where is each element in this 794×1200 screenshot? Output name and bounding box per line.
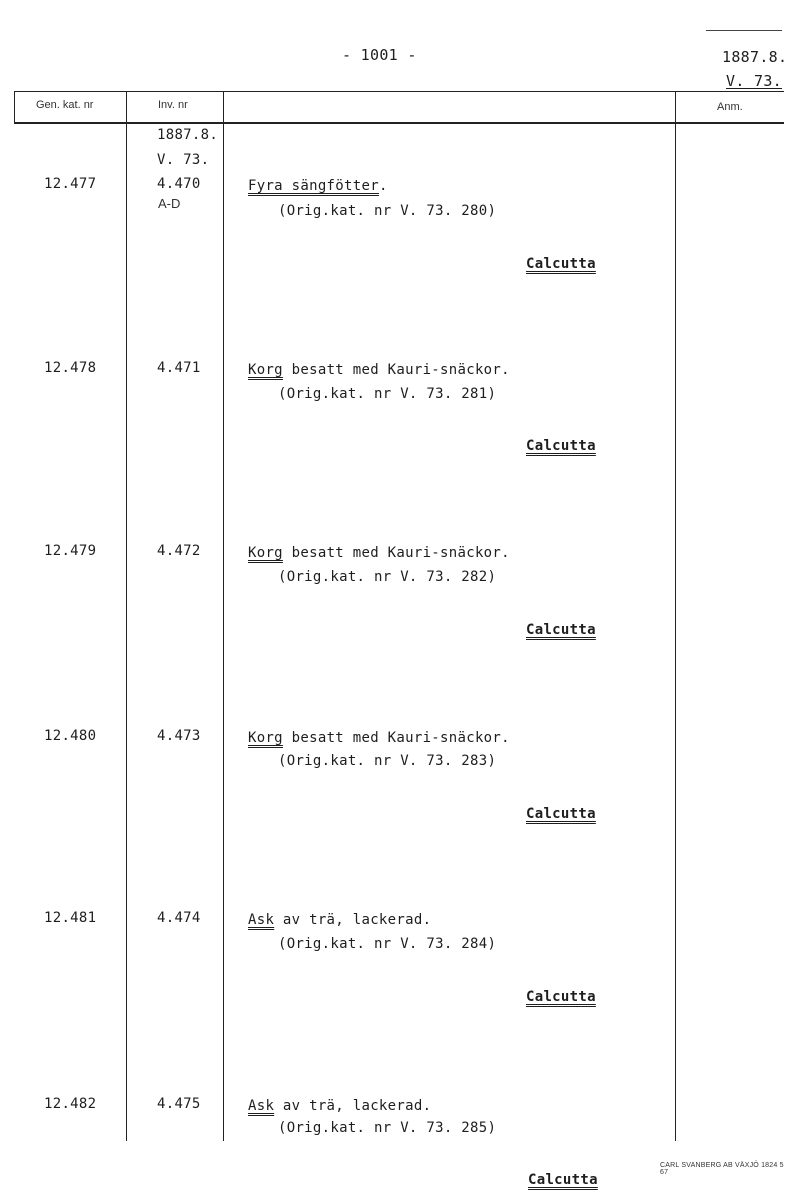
gen-kat-number: 12.481: [44, 910, 97, 926]
inv-number: 4.470: [157, 176, 201, 192]
column-divider-3: [675, 91, 676, 1141]
inv-number: 4.473: [157, 728, 201, 744]
object-name: Korg: [248, 545, 283, 561]
object-name: Korg: [248, 730, 283, 746]
object-desc: besatt med Kauri-snäckor.: [282, 545, 510, 561]
object-description: [248, 730, 510, 746]
ref-line-1: 1887.8.: [722, 48, 788, 66]
page-number: - 1001 -: [342, 46, 417, 64]
inv-head-line-1: 1887.8.: [157, 127, 219, 143]
gen-kat-number: 12.480: [44, 728, 97, 744]
column-divider-1: [126, 91, 127, 1141]
gen-kat-number: 12.479: [44, 543, 97, 559]
object-desc: av trä, lackerad.: [274, 1098, 432, 1114]
object-desc: .: [378, 178, 388, 194]
inv-head-line-2: V. 73.: [157, 152, 210, 168]
column-header-anm: Anm.: [717, 101, 743, 113]
inv-number: 4.471: [157, 360, 201, 376]
column-header-gen: Gen. kat. nr: [36, 99, 94, 111]
object-desc: besatt med Kauri-snäckor.: [282, 362, 510, 378]
inv-number: 4.474: [157, 910, 201, 926]
orig-catalog-ref: (Orig.kat. nr V. 73. 285): [278, 1120, 497, 1136]
gen-kat-number: 12.477: [44, 176, 97, 192]
place-of-origin: Calcutta: [526, 438, 596, 454]
column-header-inv: Inv. nr: [158, 99, 188, 111]
inv-number: 4.472: [157, 543, 201, 559]
object-description: [248, 1098, 431, 1114]
object-description: [248, 545, 510, 561]
table-top-rule: [14, 91, 784, 92]
object-description: [248, 362, 510, 378]
gen-kat-number: 12.478: [44, 360, 97, 376]
place-of-origin: Calcutta: [526, 806, 596, 822]
object-name: Ask: [248, 912, 275, 928]
object-name: Fyra sängfötter: [248, 178, 379, 194]
object-name: Korg: [248, 362, 283, 378]
place-of-origin: Calcutta: [526, 989, 596, 1005]
inv-note: A-D: [158, 196, 181, 211]
object-desc: av trä, lackerad.: [274, 912, 432, 928]
gen-kat-number: 12.482: [44, 1096, 97, 1112]
object-description: [248, 912, 431, 928]
column-divider-2: [223, 91, 224, 1141]
orig-catalog-ref: (Orig.kat. nr V. 73. 283): [278, 753, 497, 769]
place-of-origin: Calcutta: [528, 1172, 598, 1188]
orig-catalog-ref: (Orig.kat. nr V. 73. 280): [278, 203, 497, 219]
orig-catalog-ref: (Orig.kat. nr V. 73. 282): [278, 569, 497, 585]
object-desc: besatt med Kauri-snäckor.: [282, 730, 510, 746]
inv-number: 4.475: [157, 1096, 201, 1112]
ref-line-2: V. 73.: [726, 72, 782, 90]
table-left-rule: [14, 91, 15, 123]
object-name: Ask: [248, 1098, 275, 1114]
place-of-origin: Calcutta: [526, 256, 596, 272]
printer-imprint: CARL SVANBERG AB VÄXJÖ 1824 5 67: [660, 1162, 784, 1176]
table-header-rule: [14, 122, 784, 124]
header-rule: [706, 30, 782, 31]
object-description: [248, 178, 388, 194]
orig-catalog-ref: (Orig.kat. nr V. 73. 281): [278, 386, 497, 402]
place-of-origin: Calcutta: [526, 622, 596, 638]
orig-catalog-ref: (Orig.kat. nr V. 73. 284): [278, 936, 497, 952]
